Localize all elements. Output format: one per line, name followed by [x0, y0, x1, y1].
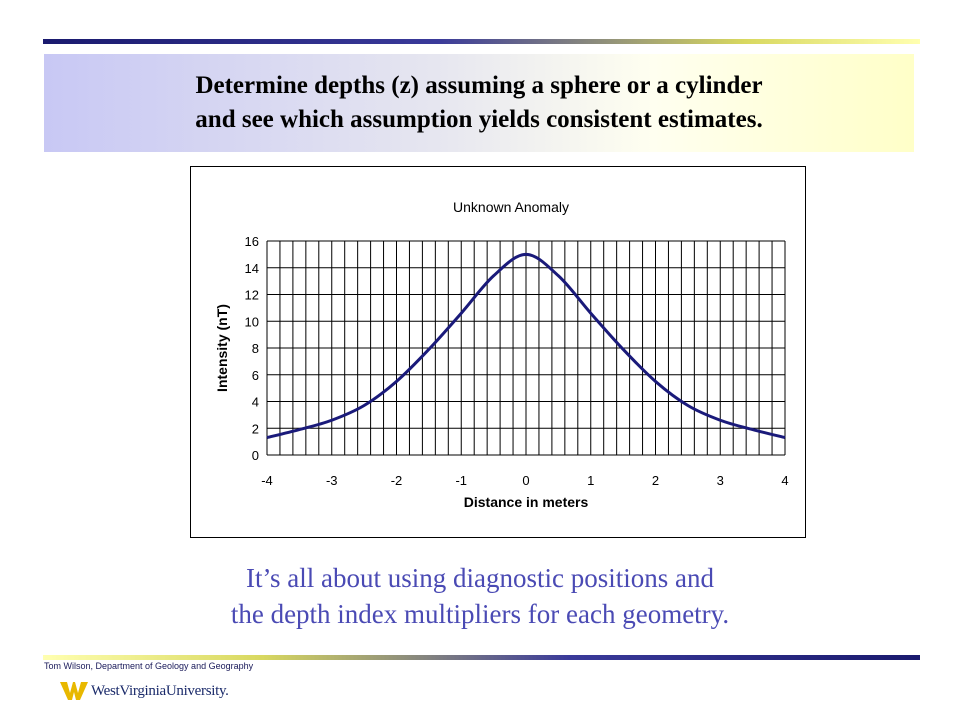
- x-tick-label: -1: [455, 473, 468, 488]
- top-divider: [43, 39, 920, 44]
- slide-title-line-2: and see which assumption yields consistent estimates.: [195, 106, 763, 133]
- y-tick-label: 6: [251, 367, 259, 383]
- logo-wordmark: WestVirginiaUniversity.: [91, 682, 229, 699]
- footer-credit: Tom Wilson, Department of Geology and Geography: [44, 661, 254, 671]
- y-tick-label: 4: [251, 394, 259, 410]
- y-tick-label: 14: [244, 260, 259, 276]
- x-tick-label: 3: [716, 473, 724, 488]
- x-tick-label: 0: [522, 473, 530, 488]
- y-tick-label: 8: [251, 341, 259, 356]
- x-axis-label: Distance in meters: [463, 494, 589, 510]
- wvu-logo: [60, 678, 229, 704]
- y-tick-label: 12: [244, 287, 259, 303]
- chart-frame: [190, 166, 806, 538]
- x-tick-label: -2: [390, 473, 403, 488]
- slide-title-line-1: Determine depths (z) assuming a sphere or a cylinder: [195, 72, 763, 99]
- caption: [0, 560, 960, 632]
- y-tick-label: 10: [244, 314, 259, 330]
- chart-title: Unknown Anomaly: [453, 199, 569, 215]
- y-tick-label: 2: [251, 421, 259, 437]
- x-tick-label: 2: [651, 473, 660, 488]
- x-tick-label: -3: [325, 473, 338, 488]
- y-axis-label: Intensity (nT): [214, 304, 230, 392]
- wvu-flying-wv-icon: [60, 680, 88, 702]
- y-tick-label: 0: [251, 448, 259, 463]
- x-tick-label: -4: [261, 473, 273, 488]
- x-tick-label: 1: [587, 473, 595, 488]
- anomaly-chart: [191, 167, 805, 537]
- caption-line-1: It’s all about using diagnostic positions and: [246, 563, 714, 593]
- slide-title-box: [44, 54, 914, 152]
- y-tick-label: 16: [244, 234, 259, 249]
- grid-layer: [267, 241, 785, 455]
- caption-line-2: the depth index multipliers for each geometry.: [230, 599, 730, 629]
- x-tick-label: 4: [781, 473, 789, 488]
- bottom-divider: [43, 655, 920, 660]
